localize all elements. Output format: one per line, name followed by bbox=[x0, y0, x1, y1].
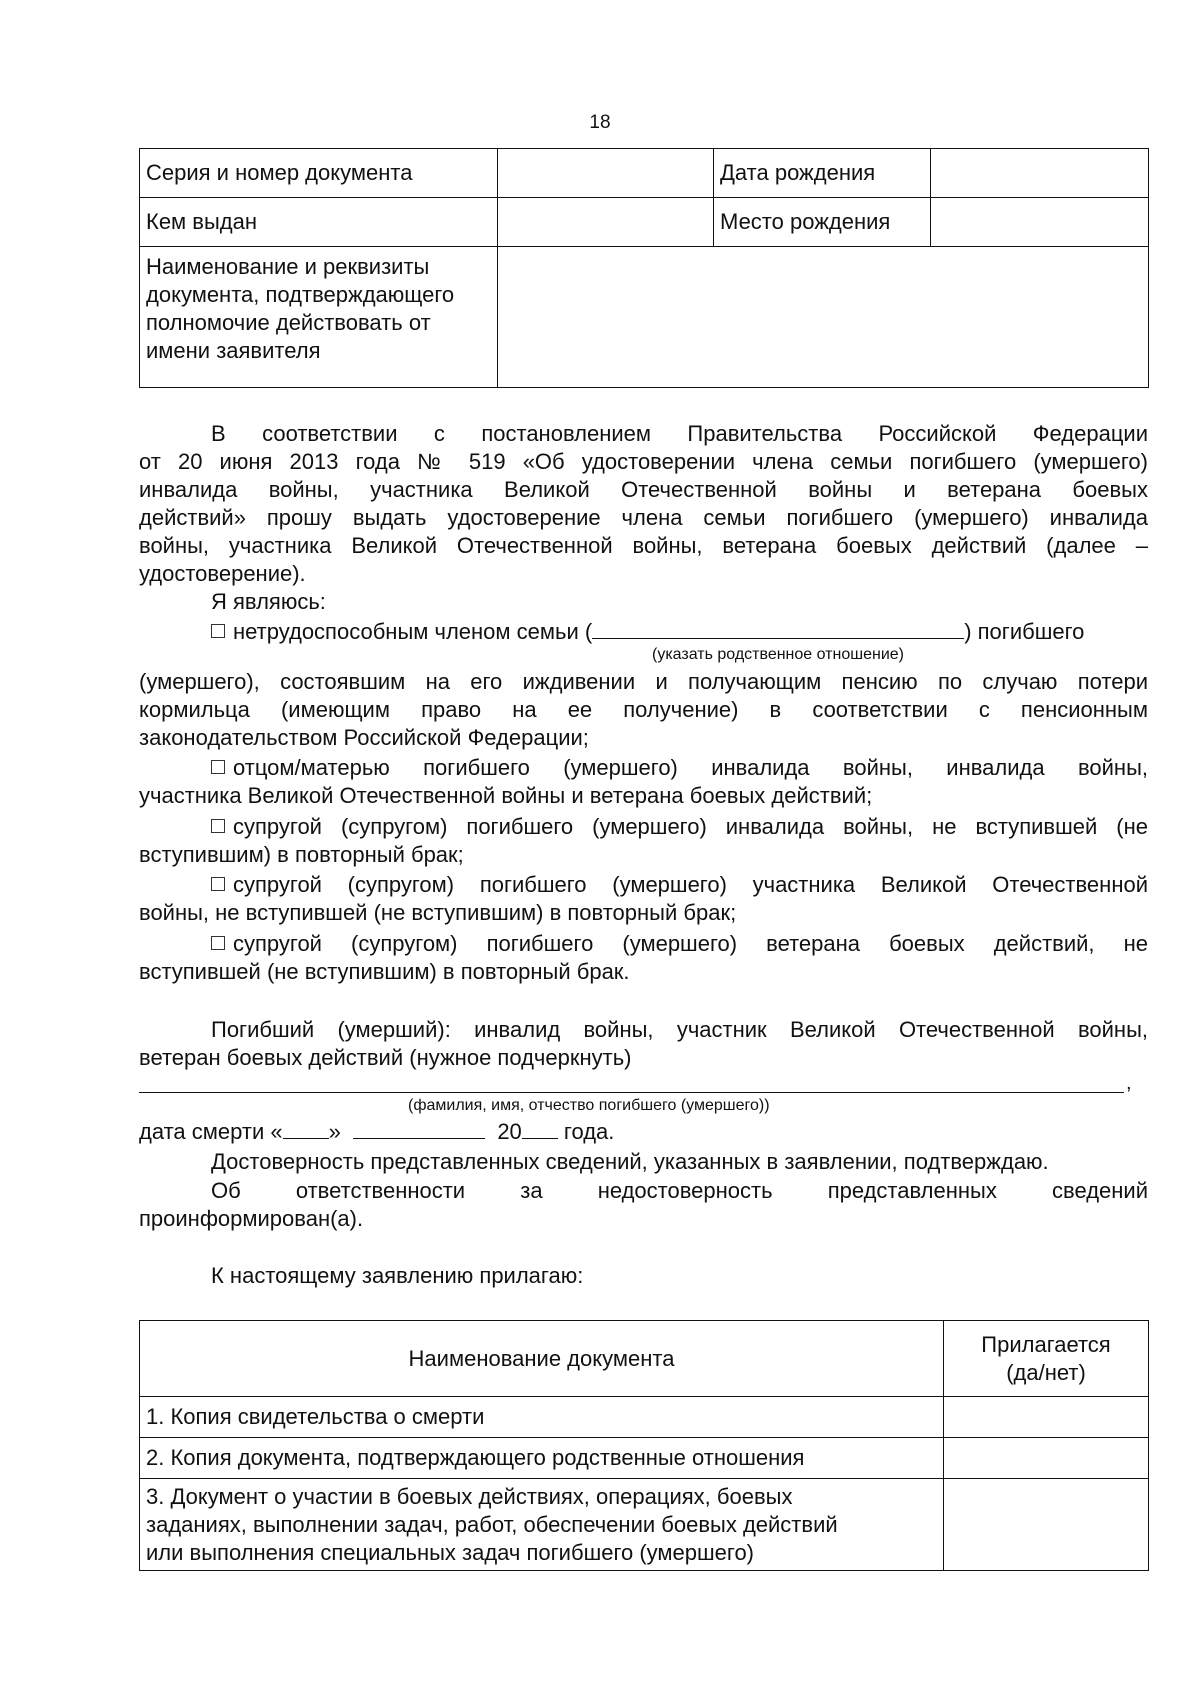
option1-line-2: (умершего), состоявшим на его иждивении и получающим пенсию по случаю потери bbox=[139, 669, 1148, 694]
issued-by-label: Кем выдан bbox=[140, 198, 498, 247]
deceased-name-hint: (фамилия, имя, отчество погибшего (умершего)) bbox=[408, 1097, 770, 1114]
attached-documents-table bbox=[139, 1320, 1149, 1571]
option-parent: отцом/матерью погибшего (умершего) инвалида войны, инвалида войны, bbox=[139, 753, 1148, 782]
table-row bbox=[140, 1479, 1149, 1571]
doc-row-2-name: 2. Копия документа, подтверждающего родственные отношения bbox=[140, 1438, 944, 1479]
confirm-statement: Достоверность представленных сведений, указанных в заявлении, подтверждаю. bbox=[211, 1149, 1049, 1174]
applicant-document-table bbox=[139, 148, 1149, 388]
issued-by-value-cell[interactable] bbox=[498, 198, 714, 247]
option-spouse-wwii-participant: супругой (супругом) погибшего (умершего) участника Великой Отечественной bbox=[139, 870, 1148, 899]
option2-line-2: участника Великой Отечественной войны и ветерана боевых действий; bbox=[139, 783, 873, 808]
responsibility-line-2: проинформирован(а). bbox=[139, 1206, 364, 1231]
option1-line-3: кормильца (имеющим право на ее получение) в соответствии с пенсионным bbox=[139, 697, 1148, 722]
intro-line-3: инвалида войны, участника Великой Отечественной войны и ветерана боевых bbox=[139, 477, 1148, 502]
authority-doc-label: Наименование и реквизиты документа, подтверждающего полномочие действовать от имени заявителя bbox=[140, 247, 498, 388]
attachments-intro: К настоящему заявлению прилагаю: bbox=[211, 1263, 584, 1288]
option4-line-2: войны, не вступившей (не вступившим) в повторный брак; bbox=[139, 900, 737, 925]
intro-line-5: войны, участника Великой Отечественной войны, ветерана боевых действий (далее – bbox=[139, 533, 1148, 558]
option5-line-2: вступившей (не вступившим) в повторный брак. bbox=[139, 959, 630, 984]
authority-doc-value-cell[interactable] bbox=[498, 247, 1149, 388]
checkbox-spouse-wwii-participant[interactable] bbox=[211, 877, 225, 891]
intro-line-6: удостоверение). bbox=[139, 561, 306, 586]
intro-line-1: В соответствии с постановлением Правительства Российской Федерации bbox=[211, 421, 1148, 446]
table-row bbox=[140, 198, 1149, 247]
birth-place-label: Место рождения bbox=[714, 198, 931, 247]
checkbox-disabled-family-member[interactable] bbox=[211, 624, 225, 638]
doc-series-value-cell[interactable] bbox=[498, 149, 714, 198]
birth-place-value-cell[interactable] bbox=[931, 198, 1149, 247]
option1-line-4: законодательством Российской Федерации; bbox=[139, 725, 589, 750]
doc-row-1-name: 1. Копия свидетельства о смерти bbox=[140, 1397, 944, 1438]
relationship-hint: (указать родственное отношение) bbox=[652, 646, 904, 663]
option-spouse-war-invalid: супругой (супругом) погибшего (умершего) инвалида войны, не вступившей (не bbox=[139, 812, 1148, 841]
table-row bbox=[140, 149, 1149, 198]
option3-line-2: вступившим) в повторный брак; bbox=[139, 842, 464, 867]
table-header-row bbox=[140, 1321, 1149, 1397]
checkbox-spouse-war-invalid[interactable] bbox=[211, 819, 225, 833]
death-day-blank[interactable] bbox=[283, 1118, 329, 1139]
table-row bbox=[140, 1397, 1149, 1438]
page-number: 18 bbox=[589, 112, 611, 133]
death-date-line: дата смерти « » 20 года. bbox=[139, 1119, 615, 1144]
doc-name-header: Наименование документа bbox=[140, 1321, 944, 1397]
deceased-line-2: ветеран боевых действий (нужное подчеркнуть) bbox=[139, 1045, 632, 1070]
option-spouse-combat-veteran: супругой (супругом) погибшего (умершего) ветерана боевых действий, не bbox=[139, 929, 1148, 958]
deceased-name-line[interactable] bbox=[139, 1092, 1124, 1093]
doc-row-1-attached-cell[interactable] bbox=[944, 1397, 1149, 1438]
deceased-name-comma: , bbox=[1126, 1072, 1132, 1094]
death-month-blank[interactable] bbox=[353, 1118, 485, 1139]
table-row bbox=[140, 247, 1149, 388]
table-row bbox=[140, 1438, 1149, 1479]
option-disabled-family-member: нетрудоспособным членом семьи ( ) погибшего bbox=[211, 617, 1148, 646]
doc-row-3-attached-cell[interactable] bbox=[944, 1479, 1149, 1571]
doc-row-3-name: 3. Документ о участии в боевых действиях, операциях, боевых заданиях, выполнении задач, работ, обеспечении боевых действий или выполнения специальных задач погибшего (умершего) bbox=[140, 1479, 944, 1571]
relationship-blank[interactable] bbox=[592, 618, 964, 639]
deceased-line-1: Погибший (умерший): инвалид войны, участник Великой Отечественной войны, bbox=[211, 1017, 1148, 1042]
doc-row-2-attached-cell[interactable] bbox=[944, 1438, 1149, 1479]
checkbox-parent[interactable] bbox=[211, 760, 225, 774]
i-am-label: Я являюсь: bbox=[211, 589, 326, 614]
intro-line-4: действий» прошу выдать удостоверение члена семьи погибшего (умершего) инвалида bbox=[139, 505, 1148, 530]
responsibility-line-1: Об ответственности за недостоверность представленных сведений bbox=[211, 1178, 1148, 1203]
intro-line-2: от 20 июня 2013 года № 519 «Об удостоверении члена семьи погибшего (умершего) bbox=[139, 449, 1148, 474]
death-year-blank[interactable] bbox=[522, 1118, 558, 1139]
checkbox-spouse-combat-veteran[interactable] bbox=[211, 936, 225, 950]
birth-date-value-cell[interactable] bbox=[931, 149, 1149, 198]
doc-series-label: Серия и номер документа bbox=[140, 149, 498, 198]
birth-date-label: Дата рождения bbox=[714, 149, 931, 198]
attached-header: Прилагается (да/нет) bbox=[944, 1321, 1149, 1397]
